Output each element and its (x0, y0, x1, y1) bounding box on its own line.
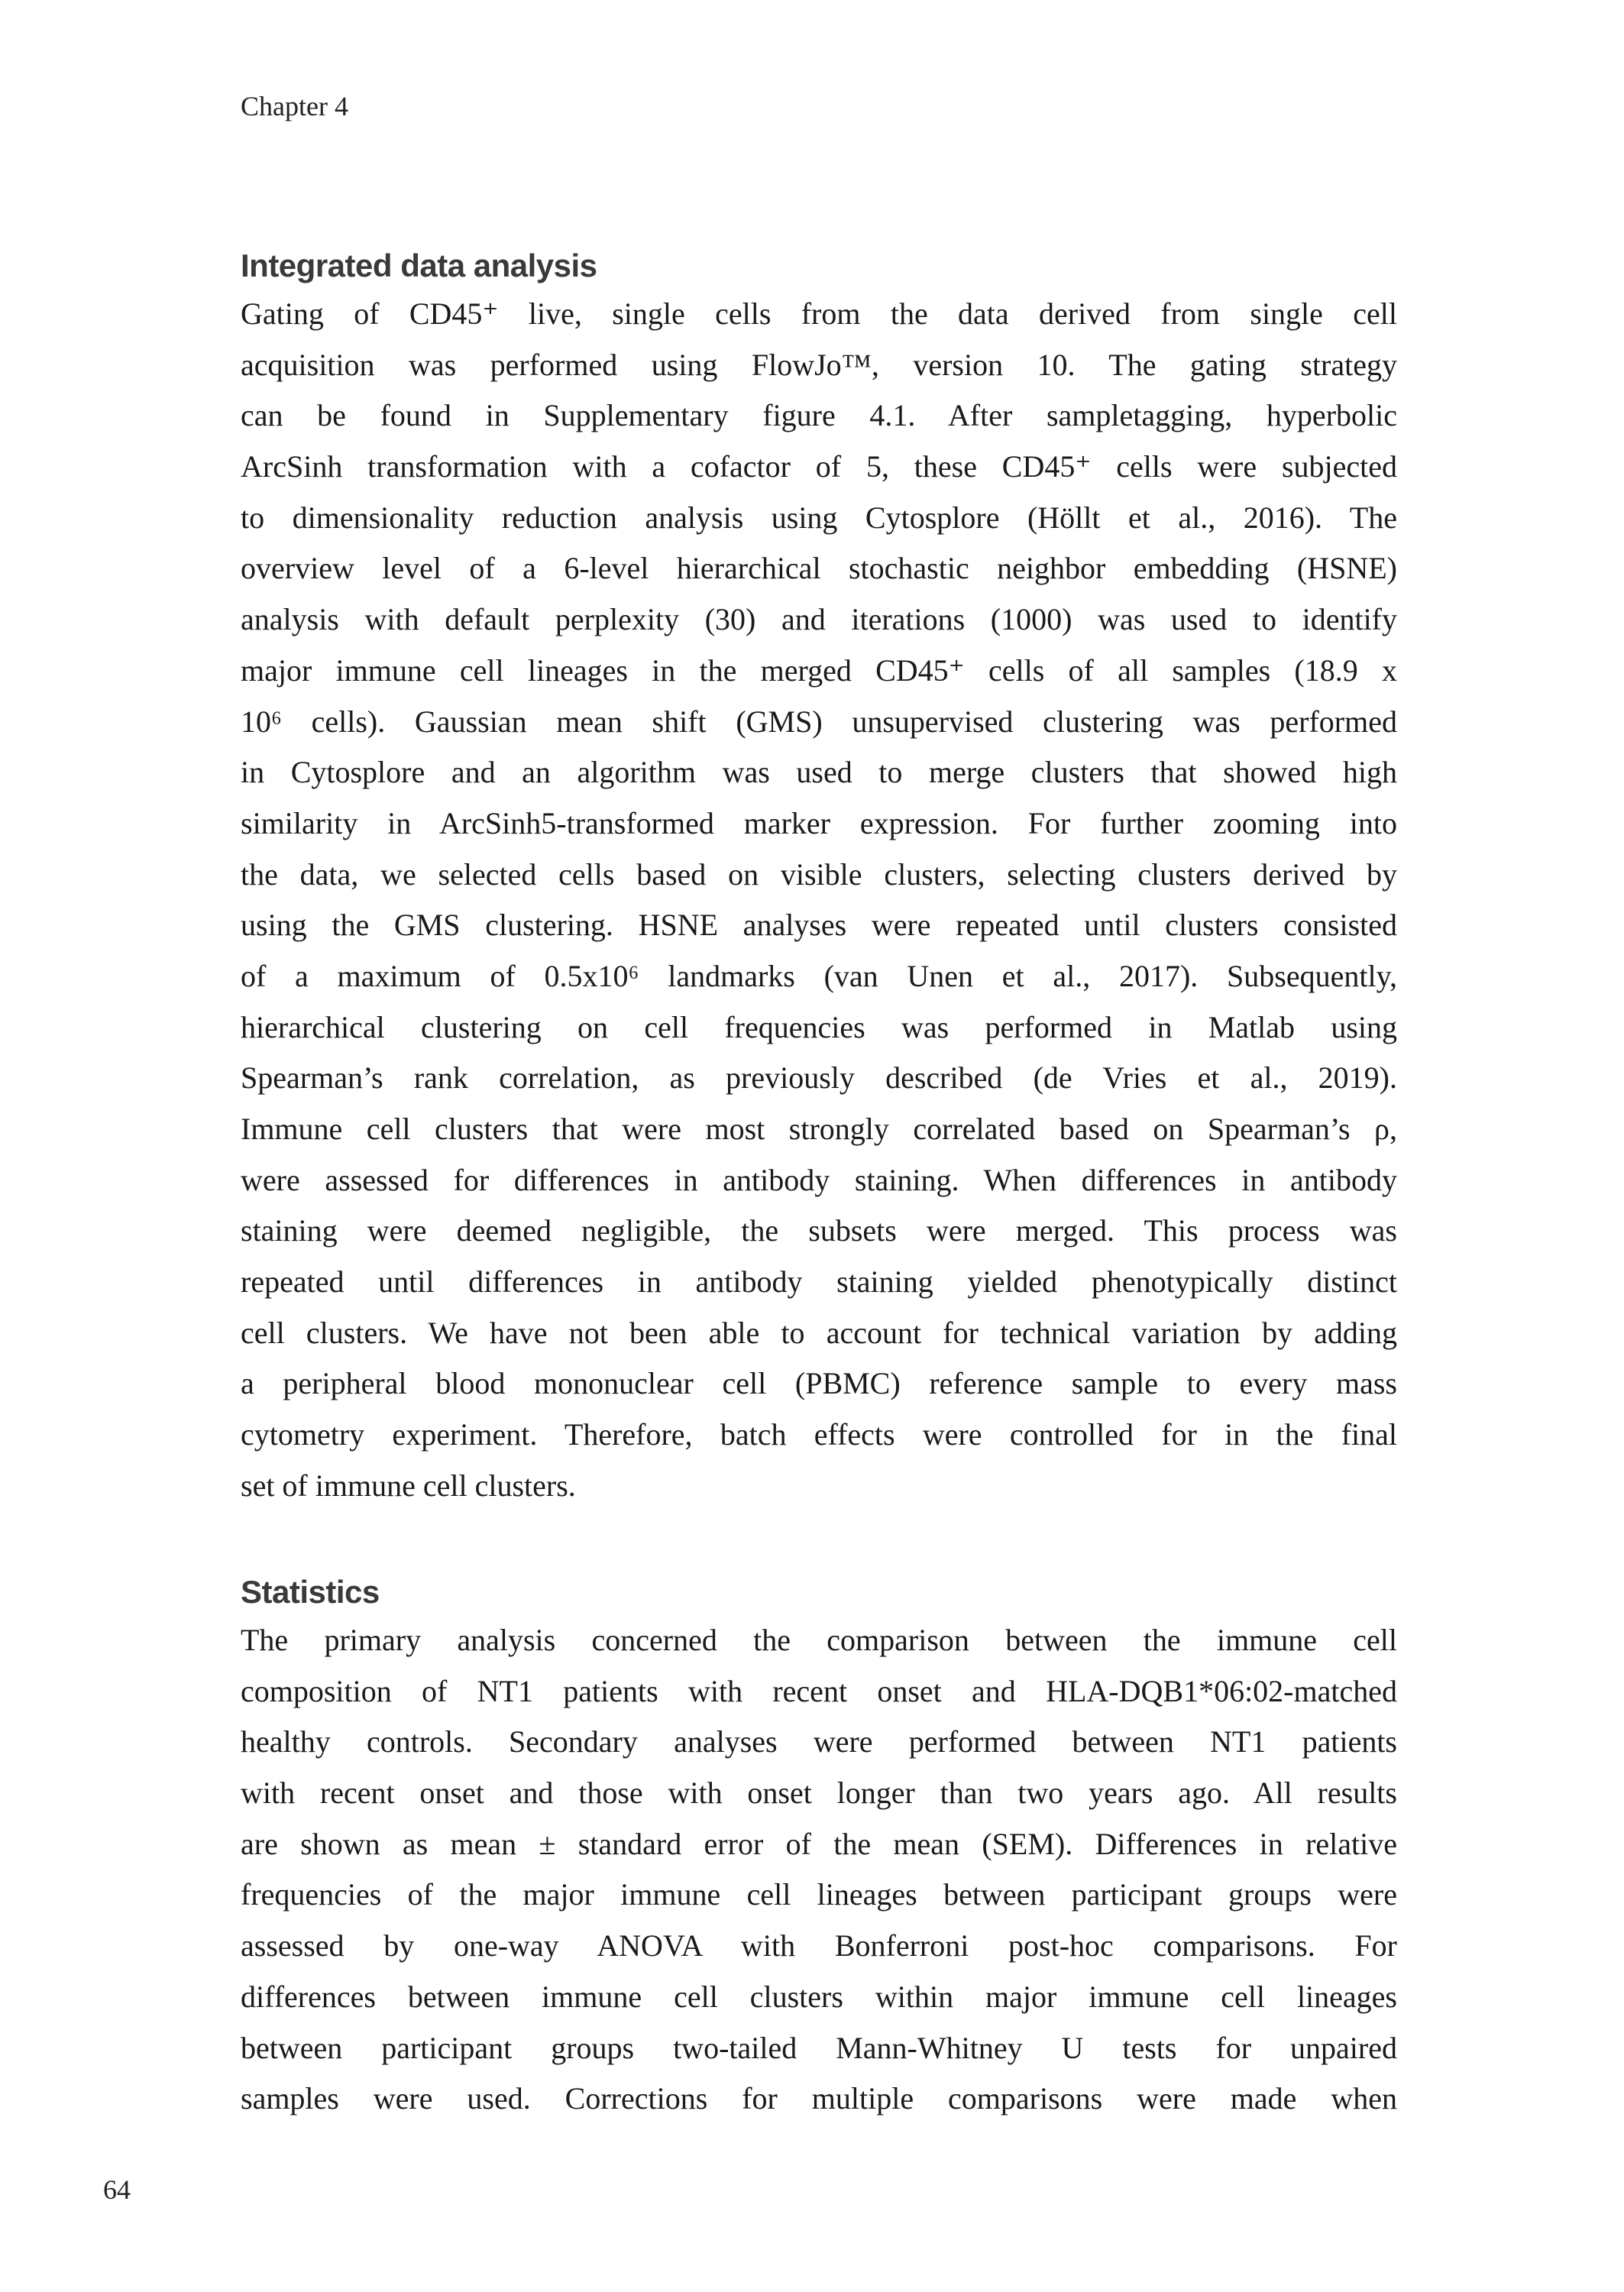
text-line: The primary analysis concerned the comparison between the immune cell (241, 1623, 1397, 1657)
section-statistics (241, 1569, 1397, 2125)
text-line: acquisition was performed using FlowJo™, version 10. The gating strategy (241, 347, 1397, 382)
text-line: with recent onset and those with onset longer than two years ago. All results (241, 1776, 1397, 1811)
text-line: the data, we selected cells based on visible clusters, selecting clusters derived by (241, 856, 1397, 892)
text-line: to dimensionality reduction analysis using Cytosplore (Höllt et al., 2016). The (241, 500, 1397, 535)
paragraph (241, 1615, 1397, 2125)
section-heading: Integrated data analysis (241, 248, 597, 283)
text-line: major immune cell lineages in the merged CD45⁺ cells of all samples (18.9 x (241, 652, 1397, 688)
text-line: using the GMS clustering. HSNE analyses were repeated until clusters consisted (241, 908, 1397, 943)
text-line: similarity in ArcSinh5-transformed marker expression. For further zooming into (241, 805, 1397, 840)
text-line: assessed by one-way ANOVA with Bonferroni post-hoc comparisons. For (241, 1928, 1397, 1963)
text-line: can be found in Supplementary figure 4.1. After sampletagging, hyperbolic (241, 398, 1397, 433)
section-heading: Statistics (241, 1574, 380, 1610)
text-line: ArcSinh transformation with a cofactor of 5, these CD45⁺ cells were subjected (241, 449, 1397, 484)
text-line: frequencies of the major immune cell lineages between participant groups were (241, 1877, 1397, 1912)
page-number: 64 (103, 2174, 131, 2205)
text-line: of a maximum of 0.5x10⁶ landmarks (van Unen et al., 2017). Subsequently, (241, 958, 1397, 993)
text-line: healthy controls. Secondary analyses were performed between NT1 patients (241, 1724, 1397, 1759)
text-line: set of immune cell clusters. (241, 1468, 576, 1503)
text-line: are shown as mean ± standard error of the mean (SEM). Differences in relative (241, 1826, 1397, 1861)
text-line: composition of NT1 patients with recent onset and HLA-DQB1*06:02-matched (241, 1673, 1397, 1708)
text-line: hierarchical clustering on cell frequencies was performed in Matlab using (241, 1009, 1397, 1044)
text-line: a peripheral blood mononuclear cell (PBMC) reference sample to every mass (241, 1366, 1397, 1401)
text-line: were assessed for differences in antibody staining. When differences in antibody (241, 1162, 1397, 1197)
text-line: 10⁶ cells). Gaussian mean shift (GMS) unsupervised clustering was performed (241, 704, 1397, 739)
running-head: Chapter 4 (241, 91, 348, 121)
text-line: cytometry experiment. Therefore, batch effects were controlled for in the final (241, 1417, 1397, 1452)
paragraph (241, 289, 1397, 1512)
text-line: staining were deemed negligible, the subsets were merged. This process was (241, 1213, 1397, 1248)
text-line: repeated until differences in antibody staining yielded phenotypically distinct (241, 1264, 1397, 1300)
text-line: cell clusters. We have not been able to account for technical variation by adding (241, 1315, 1397, 1350)
text-line: Spearman’s rank correlation, as previously described (de Vries et al., 2019). (241, 1060, 1397, 1096)
section-integrated-data-analysis (241, 243, 1397, 1512)
text-line: samples were used. Corrections for multiple comparisons were made when (241, 2081, 1397, 2116)
text-line: analysis with default perplexity (30) and iterations (1000) was used to identify (241, 602, 1397, 637)
text-line: Gating of CD45⁺ live, single cells from the data derived from single cell (241, 296, 1397, 331)
text-line: Immune cell clusters that were most strongly correlated based on Spearman’s ρ, (241, 1112, 1397, 1146)
text-line: in Cytosplore and an algorithm was used to merge clusters that showed high (241, 755, 1397, 790)
text-line: differences between immune cell clusters within major immune cell lineages (241, 1979, 1397, 2014)
text-line: overview level of a 6-level hierarchical stochastic neighbor embedding (HSNE) (241, 551, 1397, 586)
text-line: between participant groups two-tailed Mann-Whitney U tests for unpaired (241, 2030, 1397, 2065)
